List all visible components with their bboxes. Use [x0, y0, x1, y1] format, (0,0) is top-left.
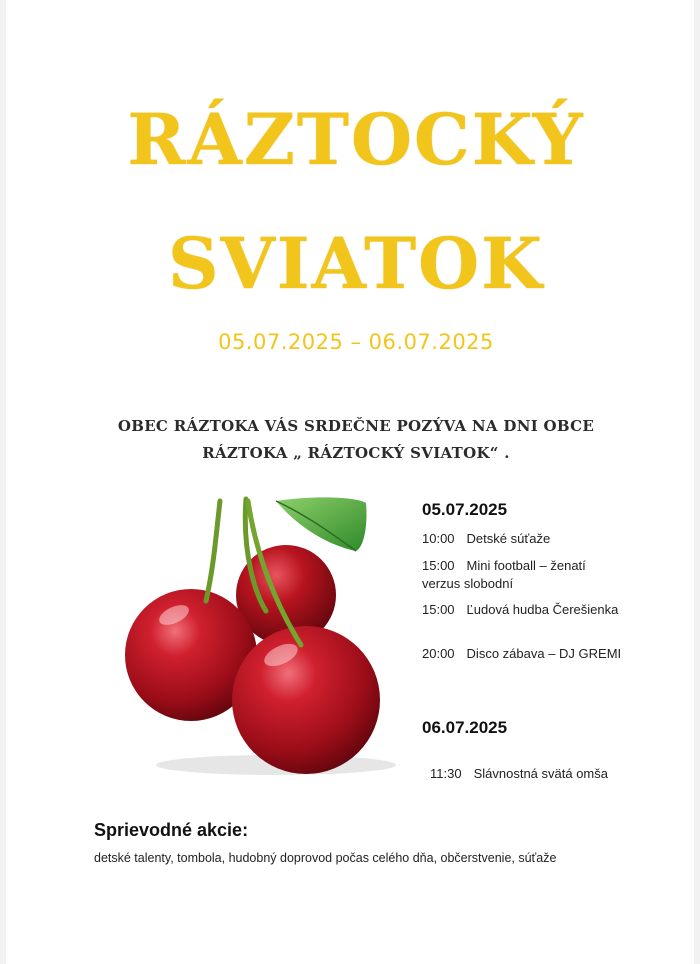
- event-text: Ľudová hudba Čerešienka: [466, 602, 619, 617]
- event-time: 11:30: [430, 766, 462, 781]
- event-1: [422, 530, 622, 548]
- invitation-line-2: RÁZTOKA „ RÁZTOCKÝ SVIATOK“ .: [202, 444, 510, 462]
- title-line-2: SVIATOK: [168, 222, 544, 305]
- event-time: 10:00: [422, 531, 455, 546]
- event-3: [422, 601, 622, 619]
- title-line-1: RÁZTOCKÝ: [127, 98, 585, 181]
- day-1-date: 05.07.2025: [422, 500, 508, 519]
- cherries-illustration: [116, 495, 406, 785]
- day-2-date: 06.07.2025: [422, 718, 508, 737]
- date-range: 05.07.2025 – 06.07.2025: [218, 330, 494, 354]
- event-time: 15:00: [422, 558, 455, 573]
- event-text: Slávnostná svätá omša: [473, 766, 608, 781]
- event-2: [422, 557, 622, 593]
- side-events-text: detské talenty, tombola, hudobný doprovod počas celého dňa, občerstvenie, súťaže: [94, 851, 557, 865]
- event-time: 20:00: [422, 646, 455, 661]
- event-text: Mini football – ženatí verzus slobodní: [422, 558, 586, 591]
- event-4: [422, 645, 622, 663]
- invitation-text: [86, 413, 626, 467]
- side-events-heading: Sprievodné akcie:: [94, 820, 249, 840]
- event-5: [430, 765, 650, 783]
- event-text: Detské súťaže: [466, 531, 551, 546]
- invitation-line-1: OBEC RÁZTOKA VÁS SRDEČNE POZÝVA NA DNI OBCE: [117, 417, 595, 435]
- event-time: 15:00: [422, 602, 455, 617]
- event-text: Disco zábava – DJ GREMI: [466, 646, 622, 661]
